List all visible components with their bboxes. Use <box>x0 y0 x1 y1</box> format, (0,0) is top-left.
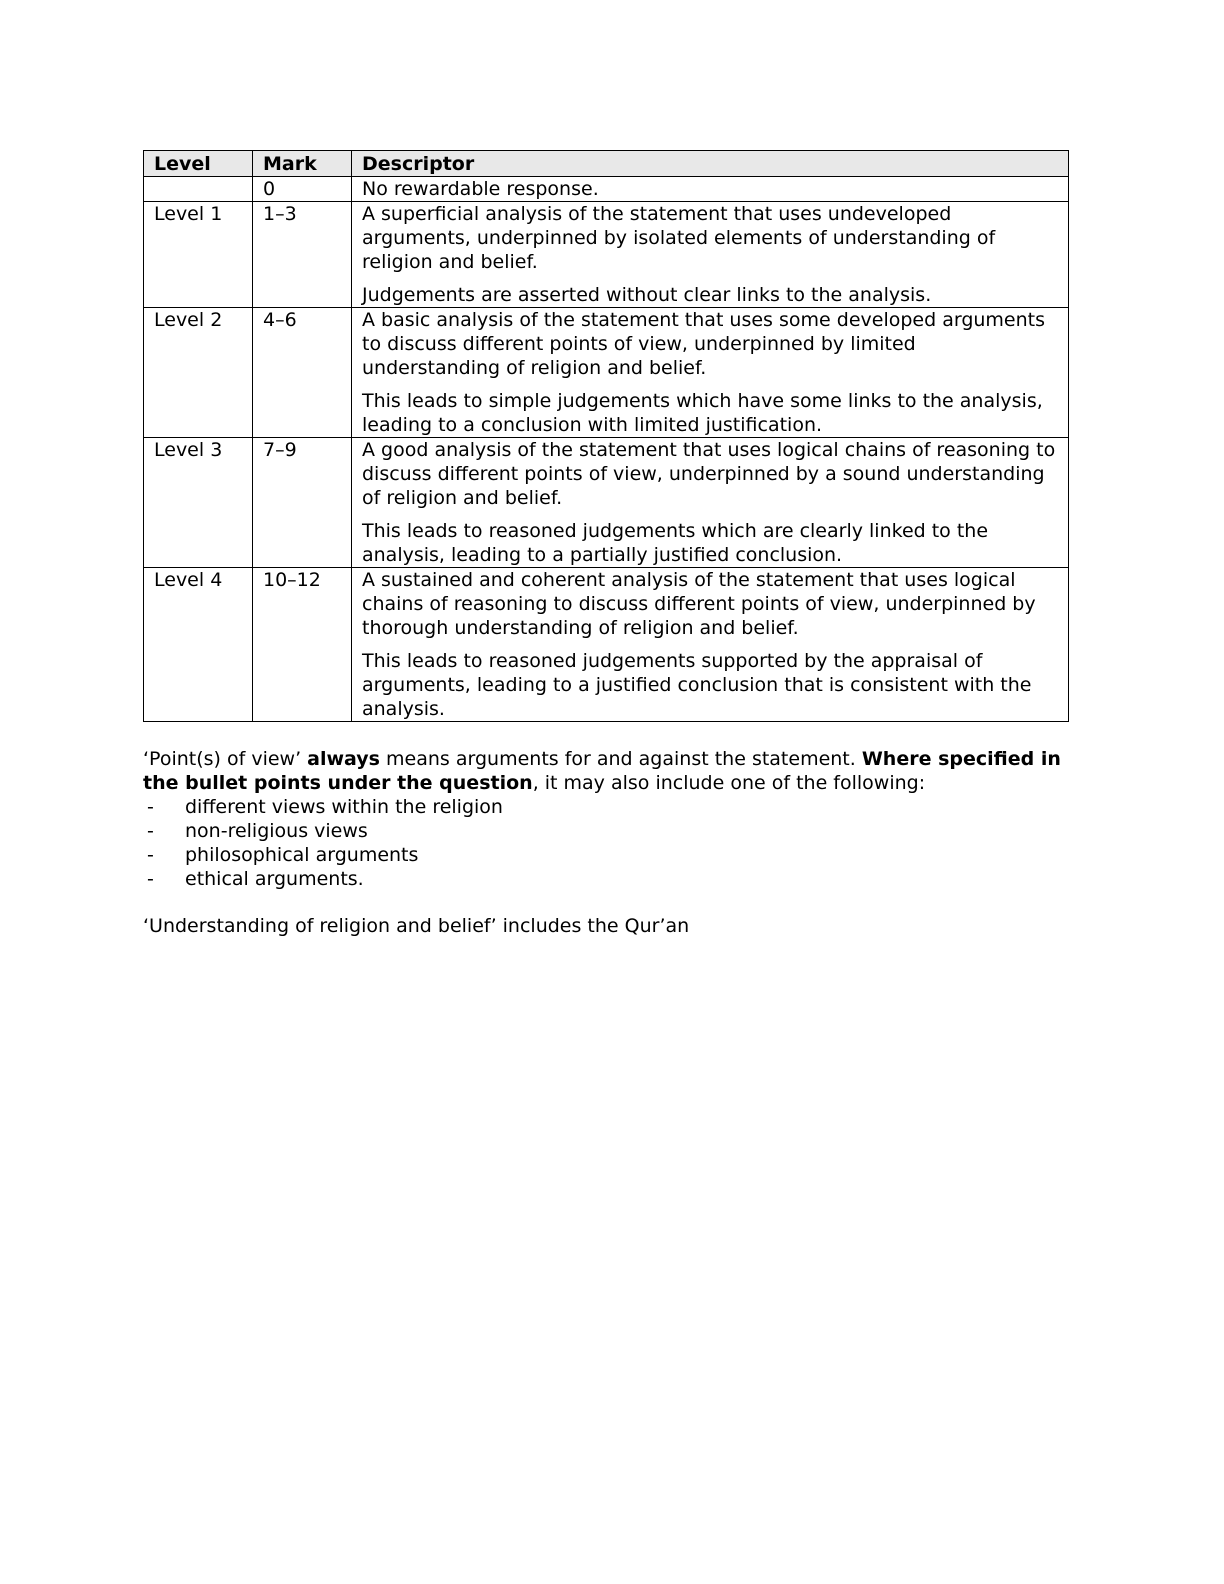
note-emphasis-where-specified: Where specified in the bullet points under the question <box>143 748 1061 794</box>
note-text: ‘Point(s) of view’ <box>143 748 308 770</box>
descriptor-text: A superficial analysis of the statement that uses undeveloped arguments, underpinned by isolated elements of understanding of religion and belief. <box>362 203 996 273</box>
level-cell: Level 1 <box>144 202 253 308</box>
mark-cell: 4–6 <box>253 308 352 438</box>
header-descriptor: Descriptor <box>352 151 1069 177</box>
descriptor-cell <box>352 568 1069 722</box>
descriptor-text: This leads to reasoned judgements supported by the appraisal of arguments, leading to a justified conclusion that is consistent with the analysis. <box>362 650 1032 720</box>
note-emphasis-always: always <box>307 748 380 770</box>
mark-scheme-table <box>143 150 1069 722</box>
note-text: , it may also include one of the following: <box>532 772 926 794</box>
bullet-dash: - <box>147 820 154 842</box>
descriptor-cell <box>352 308 1069 438</box>
bullet-dash: - <box>147 844 154 866</box>
list-item <box>143 795 1068 819</box>
list-item <box>143 867 1068 891</box>
list-item-text: philosophical arguments <box>185 844 419 866</box>
table-row <box>144 177 1069 202</box>
descriptor-text: This leads to reasoned judgements which are clearly linked to the analysis, leading to a partially justified conclusion. <box>362 520 989 566</box>
table-row <box>144 438 1069 568</box>
list-item <box>143 819 1068 843</box>
header-level: Level <box>144 151 253 177</box>
table-header-row <box>144 151 1069 177</box>
descriptor-text: A basic analysis of the statement that uses some developed arguments to discuss different points of view, underpinned by limited understanding of religion and belief. <box>362 309 1046 379</box>
descriptor-text: No rewardable response. <box>362 178 599 200</box>
notes-section <box>143 747 1068 938</box>
descriptor-cell <box>352 438 1069 568</box>
level-cell <box>144 177 253 202</box>
views-list <box>143 795 1068 891</box>
table-row <box>144 202 1069 308</box>
list-item-text: non-religious views <box>185 820 368 842</box>
header-mark: Mark <box>253 151 352 177</box>
descriptor-cell <box>352 177 1069 202</box>
list-item-text: different views within the religion <box>185 796 503 818</box>
list-item <box>143 843 1068 867</box>
level-cell: Level 2 <box>144 308 253 438</box>
level-cell: Level 4 <box>144 568 253 722</box>
bullet-dash: - <box>147 796 154 818</box>
note-text: means arguments for and against the statement. <box>380 748 862 770</box>
bullet-dash: - <box>147 868 154 890</box>
descriptor-text: A good analysis of the statement that uses logical chains of reasoning to discuss different points of view, underpinned by a sound understanding of religion and belief. <box>362 439 1056 509</box>
document-page <box>143 150 1068 938</box>
mark-cell: 10–12 <box>253 568 352 722</box>
list-item-text: ethical arguments. <box>185 868 364 890</box>
level-cell: Level 3 <box>144 438 253 568</box>
points-of-view-note <box>143 747 1068 795</box>
descriptor-text: A sustained and coherent analysis of the statement that uses logical chains of reasoning to discuss different points of view, underpinned by thorough understanding of religion and belief. <box>362 569 1036 639</box>
table-row <box>144 568 1069 722</box>
mark-cell: 7–9 <box>253 438 352 568</box>
table-row <box>144 308 1069 438</box>
understanding-note: ‘Understanding of religion and belief’ includes the Qur’an <box>143 915 690 937</box>
descriptor-text: Judgements are asserted without clear links to the analysis. <box>362 284 932 306</box>
descriptor-cell <box>352 202 1069 308</box>
mark-cell: 0 <box>253 177 352 202</box>
descriptor-text: This leads to simple judgements which have some links to the analysis, leading to a conclusion with limited justification. <box>362 390 1043 436</box>
mark-cell: 1–3 <box>253 202 352 308</box>
